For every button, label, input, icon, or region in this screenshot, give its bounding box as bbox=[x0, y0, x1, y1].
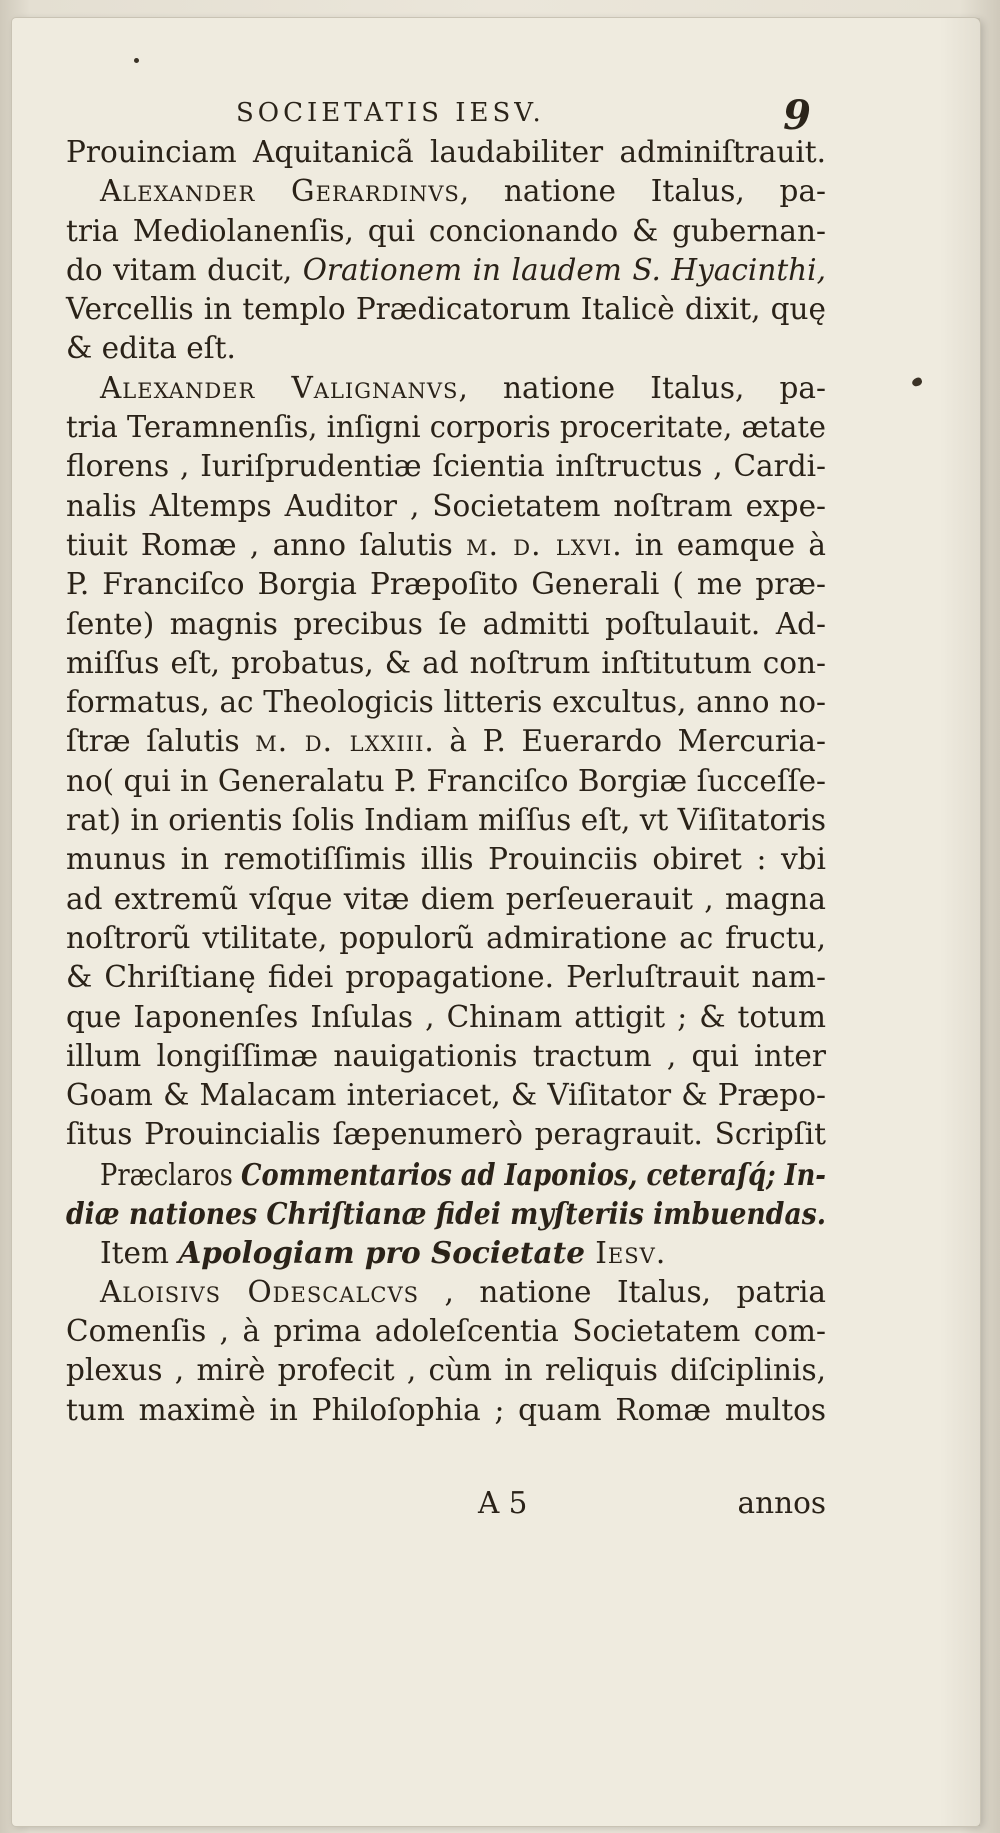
text-line bbox=[66, 1194, 826, 1233]
text-line bbox=[66, 290, 826, 329]
text-line bbox=[66, 683, 826, 722]
text-segment: florens , Iuriſprudentiæ ſcientia inſtructus , Cardi- bbox=[66, 449, 826, 484]
text-line bbox=[66, 605, 826, 644]
text-segment: & Chriſtianę fidei propagatione. Perluſtrauit nam- bbox=[66, 960, 826, 995]
text-segment: formatus, ac Theologicis litteris excultus, anno no- bbox=[66, 685, 826, 720]
text-segment: ſtræ ſalutis bbox=[66, 724, 256, 759]
text-segment: & edita eſt. bbox=[66, 331, 236, 366]
text-segment: noſtrorũ vtilitate, populorũ admiratione ac fructu, bbox=[66, 920, 826, 955]
page-footer bbox=[66, 1486, 826, 1526]
text-line bbox=[66, 1076, 826, 1115]
signature-mark: A 5 bbox=[478, 1486, 528, 1520]
text-segment: m. d. lxxiii bbox=[255, 724, 425, 759]
text-segment: munus in remotiſſimis illis Prouinciis obiret : vbi bbox=[66, 842, 826, 877]
text-segment: P. Franciſco Borgia Præpoſito Generali ( me præ- bbox=[66, 567, 826, 602]
text-segment: do vitam ducit, bbox=[66, 252, 303, 287]
text-line bbox=[66, 565, 826, 604]
text-segment: diæ nationes Chriſtianæ fidei myſteriis imbuendas. bbox=[66, 1196, 826, 1232]
text-line bbox=[66, 1312, 826, 1351]
text-segment: Comenſis , à prima adoleſcentia Societatem com- bbox=[66, 1313, 826, 1348]
text-line bbox=[66, 958, 826, 997]
text-segment: plexus , mirè profecit , cùm in reliquis diſciplinis, bbox=[66, 1353, 826, 1388]
text-line bbox=[66, 1155, 826, 1194]
text-segment: Aloisivs Odescalcvs bbox=[100, 1274, 420, 1309]
text-line bbox=[66, 212, 826, 251]
text-segment: ſitus Prouincialis ſæpenumerò peragrauit. Scripſit bbox=[66, 1117, 826, 1152]
text-segment: Goam & Malacam interiacet, & Viſitator & Præpo- bbox=[66, 1078, 826, 1113]
text-line bbox=[66, 487, 826, 526]
text-segment: . bbox=[655, 1236, 666, 1271]
text-segment: , natione Italus, patria bbox=[419, 1274, 826, 1309]
text-line bbox=[66, 526, 826, 565]
text-segment: ad extremũ vſque vitæ diem perſeuerauit , magna bbox=[66, 881, 826, 916]
text-line bbox=[66, 408, 826, 447]
catchword: annos bbox=[737, 1486, 826, 1520]
text-line bbox=[66, 369, 826, 408]
text-line bbox=[66, 447, 826, 486]
text-segment: , natione Italus, pa- bbox=[458, 370, 826, 405]
text-segment: tria Teramnenſis, inſigni corporis proceritate, ætate bbox=[66, 410, 826, 445]
text-segment: tiuit Romæ , anno ſalutis bbox=[66, 527, 467, 562]
text-line bbox=[66, 801, 826, 840]
text-line bbox=[66, 998, 826, 1037]
text-line bbox=[66, 1233, 826, 1272]
text-segment: Præclaros bbox=[100, 1157, 242, 1192]
text-line bbox=[66, 880, 826, 919]
ink-dot bbox=[134, 58, 139, 63]
text-segment: nalis Altemps Auditor , Societatem noſtram expe- bbox=[66, 488, 826, 523]
text-segment: Item bbox=[100, 1236, 179, 1271]
text-line bbox=[66, 644, 826, 683]
text-line bbox=[66, 329, 826, 368]
text-segment: tria Mediolanenſis, qui concionando & gubernan- bbox=[66, 213, 826, 248]
body-text bbox=[66, 133, 826, 1430]
text-line bbox=[66, 133, 826, 172]
text-segment: Iesv bbox=[595, 1236, 656, 1271]
text-segment: Alexander Valignanvs bbox=[100, 370, 459, 405]
text-segment: que Iaponenſes Inſulas , Chinam attigit ; & totum bbox=[66, 999, 826, 1034]
text-segment: rat) in orientis ſolis Indiam miſſus eſt, vt Viſitatoris bbox=[66, 803, 826, 838]
text-line bbox=[66, 172, 826, 211]
text-segment: Orationem in laudem S. Hyacinthi, bbox=[302, 252, 826, 287]
text-segment: tum maximè in Philoſophia ; quam Romæ multos bbox=[66, 1392, 826, 1427]
text-line bbox=[66, 1115, 826, 1154]
text-segment: Apologiam pro Societate bbox=[178, 1235, 596, 1271]
text-line bbox=[66, 722, 826, 761]
running-title: SOCIETATIS IESV. bbox=[236, 98, 545, 128]
folio-number: 9 bbox=[783, 92, 811, 139]
text-segment: Prouinciam Aquitanicã laudabiliter adminiſtrauit. bbox=[66, 135, 826, 169]
text-line bbox=[66, 1351, 826, 1390]
text-line bbox=[66, 919, 826, 958]
text-segment: Vercellis in templo Prædicatorum Italicè dixit, quę bbox=[66, 292, 826, 327]
text-segment: miſſus eſt, probatus, & ad noſtrum inſtitutum con- bbox=[66, 645, 826, 680]
text-segment: Commentarios ad Iaponios, ceteraſq́; In- bbox=[241, 1156, 826, 1192]
text-segment: no( qui in Generalatu P. Franciſco Borgiæ ſucceſſe- bbox=[66, 763, 826, 798]
text-line bbox=[66, 251, 826, 290]
text-segment: m. d. lxvi bbox=[466, 527, 613, 562]
text-segment: , natione Italus, pa- bbox=[459, 174, 826, 209]
text-line bbox=[66, 1391, 826, 1430]
page-edge-shadow bbox=[940, 18, 980, 1826]
text-line bbox=[66, 762, 826, 801]
running-head bbox=[236, 94, 811, 138]
text-line bbox=[66, 1037, 826, 1076]
text-segment: . in eamque à bbox=[612, 527, 826, 562]
text-segment: Alexander Gerardinvs bbox=[100, 174, 460, 209]
text-segment: illum longiſſimæ nauigationis tractum , qui inter bbox=[66, 1038, 826, 1073]
text-line bbox=[66, 1273, 826, 1312]
text-segment: ſente) magnis precibus ſe admitti poſtulauit. Ad- bbox=[66, 606, 826, 641]
text-line bbox=[66, 840, 826, 879]
text-segment: . à P. Euerardo Mercuria- bbox=[424, 724, 826, 759]
